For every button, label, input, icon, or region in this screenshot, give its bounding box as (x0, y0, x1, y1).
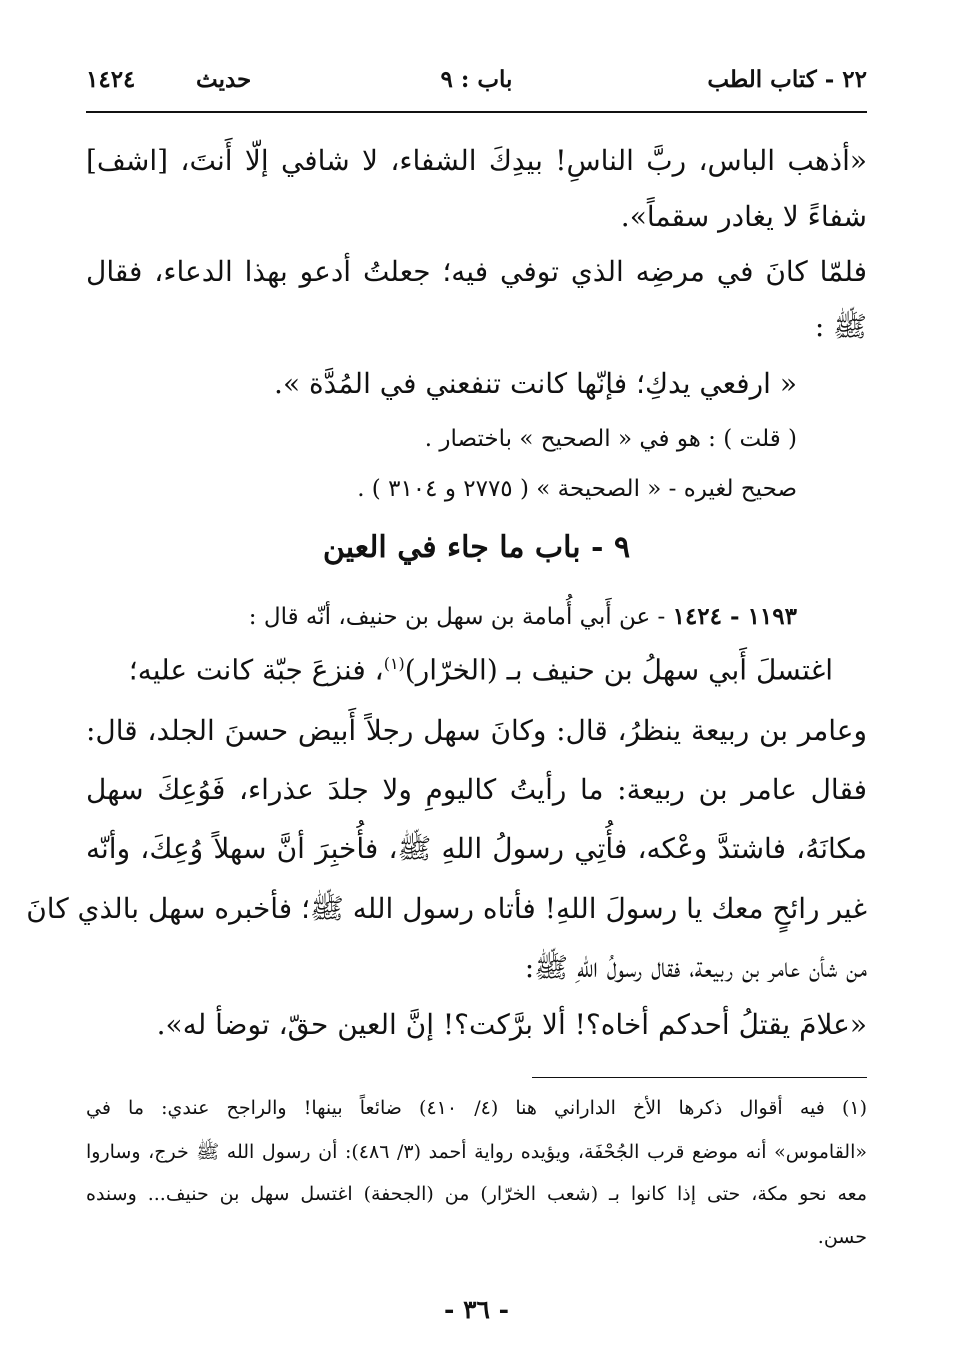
text-line: وعامر بن ربيعة ينظرُ، قال: وكانَ سهل رجلاً أَبيض حسنَ الجلد، قال: (86, 714, 867, 747)
text-segment: اغتسلَ أَبي سهلُ بن حنيف بـ (الخرّار) (404, 653, 833, 687)
text-line: شفاءً لا يغادر سقماً». (620, 200, 867, 233)
running-header-chapter: ٢٢ - كتاب الطب (707, 66, 867, 93)
section-title: ٩ - باب ما جاء في العين (322, 530, 631, 565)
header-divider (86, 111, 867, 113)
hadith-grade: صحيح لغيره - « الصحيحة » ( ٢٧٧٥ و ٣١٠٤ ) . (357, 476, 797, 502)
quoted-saying: « ارفعي يدكِ؛ فإنّها كانت تنفعني في المُدَّة ». (274, 367, 797, 400)
running-header-hadith-number: ١٤٢٤ (86, 66, 136, 93)
text-line (86, 653, 833, 687)
hadith-heading (86, 605, 797, 629)
hadith-number: ١١٩٣ - ١٤٢٤ (672, 603, 797, 630)
text-line: فقال عامر بن ربيعة: ما رأيتُ كاليومِ ولا جلدَ عذراء، فَوُعِكَ سهل (86, 773, 867, 806)
text-segment: ، فنزعَ جبّة كانت عليه؛ (128, 653, 384, 687)
text-line: مكانَهُ، فاشتدَّ وعْكه، فأُتِي رسولُ اللهِ ﷺ، فأُخبِرَ أنَّ سهلاً وُعِكَ، وأنّه (86, 832, 867, 865)
hadith-intro: - عن أَبي أُمامة بن سهل بن حنيف، أنّه قال : (248, 604, 666, 630)
running-header-hadith-label: حديث (196, 66, 252, 93)
text-line: فلمّا كانَ في مرضِه الذي توفي فيه؛ جعلتُ أدعو بهذا الدعاء، فقال (86, 255, 867, 288)
page-number: - ٣٦ - (443, 1295, 510, 1324)
footnote-reference: (١) (383, 654, 405, 673)
footnote-line: (١) فيه أقوال ذكرها الأخ الداراني هنا (٤/ ٤١٠) ضائعاً بينها! والراجح عندي: ما في (86, 1097, 867, 1119)
running-header-bab: باب : ٩ (440, 66, 513, 93)
text-line: ﷺ : (814, 310, 867, 343)
text-line: من شأن عامر بن ربيعة، فقال رسولُ اللهِ ﷺ: (524, 951, 867, 984)
text-line: غير رائحٍ معك يا رسولَ اللهِ! فأتاه رسول الله ﷺ؛ فأخبره سهل بالذي كانَ (26, 892, 867, 925)
text-line: «علامَ يقتلُ أحدكم أخاه؟! ألا برَّكت؟! إنَّ العين حقّ، توضأ له». (156, 1008, 867, 1041)
footnote-line: معه نحو مكة، حتى إذا كانوا بـ (شعب الخرّار) من (الجحفة) اغتسل سهل بن حنيف... وسنده (86, 1183, 867, 1205)
footnote-line: «القاموس» أنه موضع قرب الجُحْفَة، ويؤيده رواية أحمد (٣/ ٤٨٦): أن رسول الله ﷺ خرج، وساروا (86, 1141, 867, 1163)
footnote-divider (532, 1077, 867, 1078)
author-note: ( قلت ) : هو في « الصحيح » باختصار . (424, 426, 797, 452)
text-line: «أذهب الباس، ربَّ الناسِ! بيدِكَ الشفاء، لا شافي إلّا أَنتَ، [اشف] (86, 144, 867, 177)
footnote-line: حسن. (817, 1226, 867, 1248)
